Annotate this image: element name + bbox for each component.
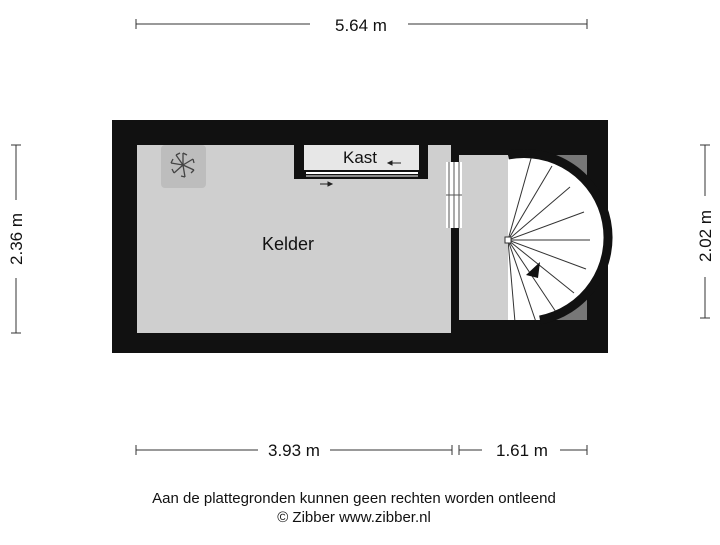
- room-label-kast: Kast: [342, 148, 378, 167]
- dimension-left-height: 2.36 m: [7, 213, 26, 265]
- dimension-left-width: 3.93 m: [268, 441, 320, 460]
- room-label-kelder: Kelder: [261, 234, 315, 254]
- ventilation-fan-icon: [161, 145, 206, 188]
- footer-credit: © Zibber www.zibber.nl: [277, 509, 431, 526]
- dimension-total-width: 5.64 m: [335, 16, 387, 35]
- footer-disclaimer: Aan de plattegronden kunnen geen rechten worden ontleend: [152, 490, 556, 507]
- dimension-right-width: 1.61 m: [496, 441, 548, 460]
- dimension-right-height: 2.02 m: [696, 210, 715, 262]
- doorway: [446, 162, 462, 228]
